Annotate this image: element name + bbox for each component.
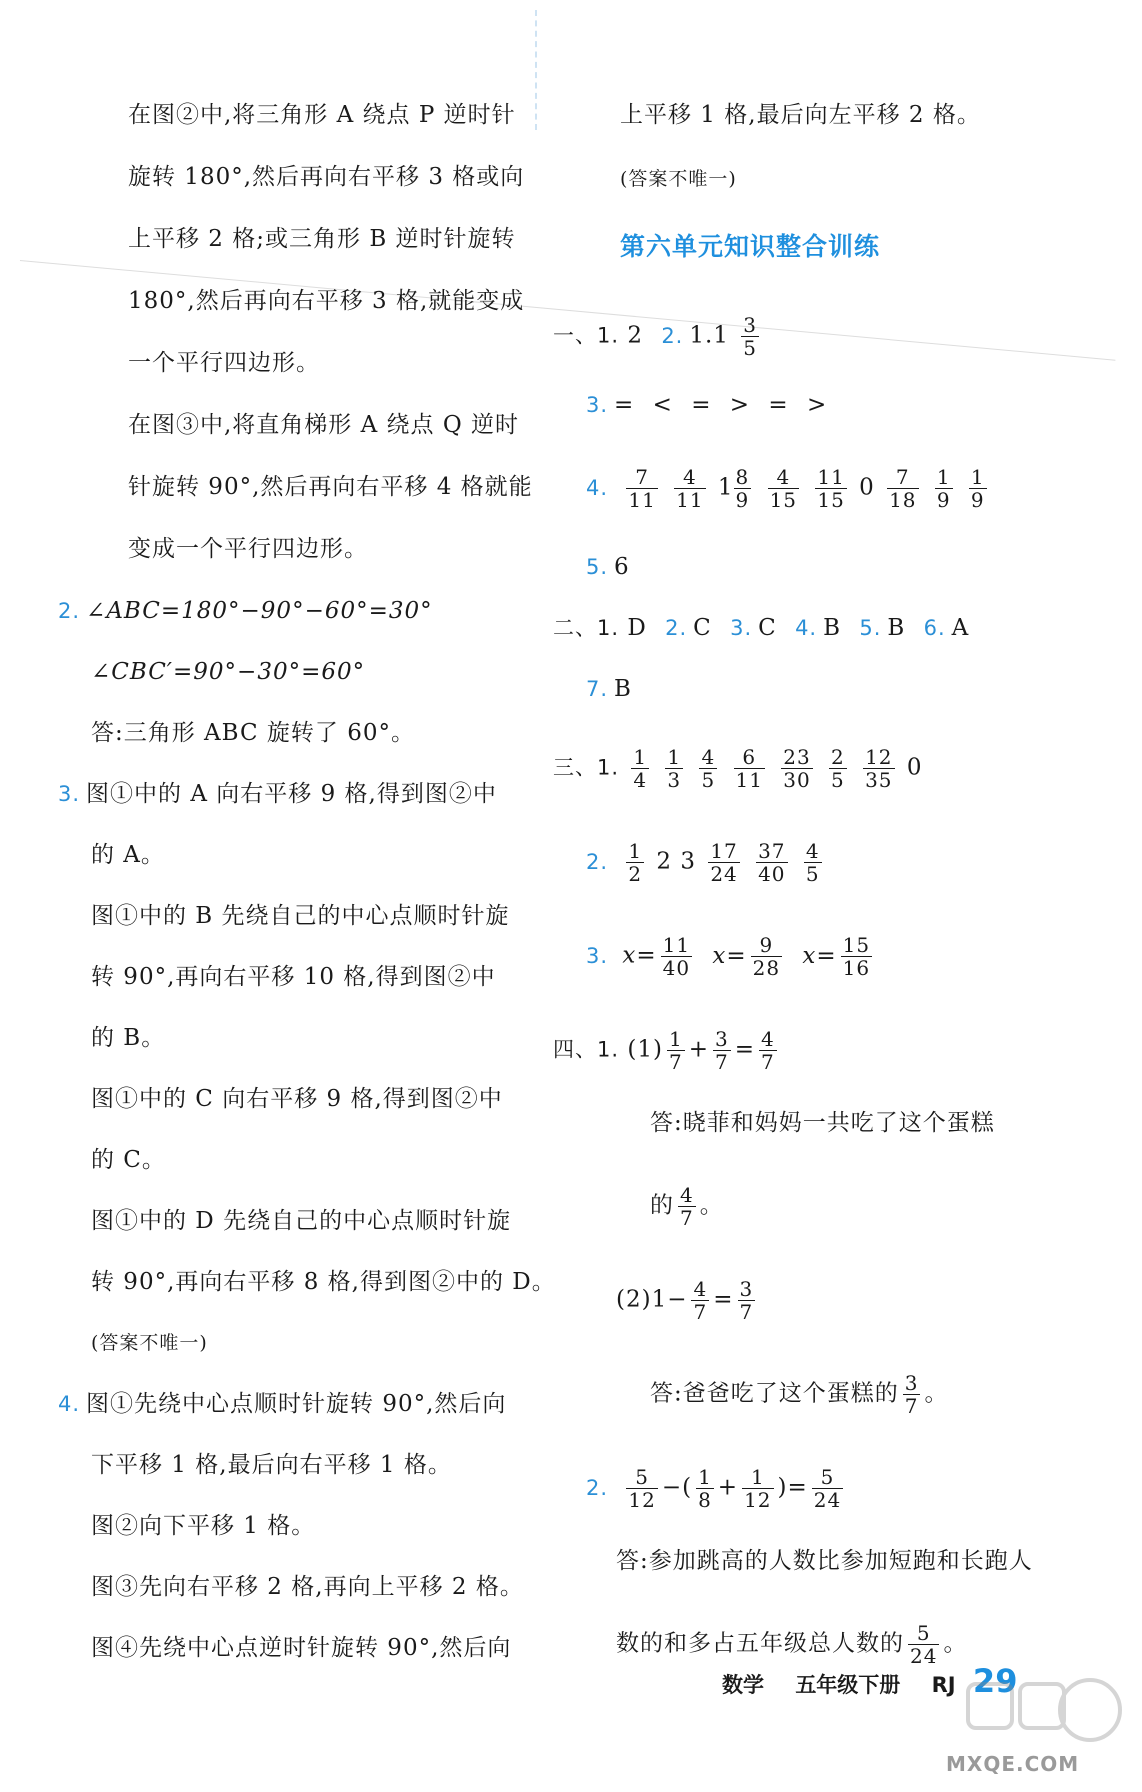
section-title: 第六单元知识整合训练	[619, 232, 880, 261]
part-3-row-3: 3. x= $\frac{11}{40}$ x= $\frac{9}{28}$ x= $\frac{15}{16}$	[586, 933, 871, 980]
fraction: $\frac{6}{11}$	[735, 745, 763, 792]
left-text: 图③先向右平移 2 格,再向上平移 2 格。	[91, 1574, 524, 1600]
left-text: 图①中的 C 向右平移 9 格,得到图②中	[91, 1086, 503, 1112]
question-4: 4. 图①先绕中心点顺时针旋转 90°,然后向	[58, 1391, 507, 1417]
answer-line: 数的和多占五年级总人数的 $\frac{5}{24}$ 。	[616, 1621, 968, 1668]
left-text: 图②向下平移 1 格。	[91, 1513, 316, 1539]
left-line-5: 一个平行四边形。	[128, 350, 320, 376]
answer-line: 答:三角形 ABC 旋转了 60°。	[91, 720, 415, 746]
fraction: $\frac{15}{16}$	[842, 933, 871, 980]
part-3-row-2: 2. $\frac{1}{2}$ 2 3 $\frac{17}{24}$ $\frac{37}{40}$ $\frac{4}{5}$	[586, 839, 820, 886]
part-1-row-1: 一、1. 2 2. 1.1 $\frac{3}{5}$	[553, 313, 757, 360]
answer-line: 答:参加跳高的人数比参加短跑和长跑人	[616, 1548, 1033, 1574]
part-2-row-2: 7. B	[586, 676, 632, 702]
left-text: 下平移 1 格,最后向右平移 1 格。	[91, 1452, 452, 1478]
footer-grade: 五年级下册	[795, 1673, 901, 1697]
part-1-row-3: 3. = < = > = >	[586, 392, 833, 418]
fraction: $\frac{12}{35}$	[865, 745, 893, 792]
left-line-8: 变成一个平行四边形。	[128, 536, 368, 562]
question-number: 4.	[58, 1392, 81, 1416]
left-text: 转 90°,再向右平移 10 格,得到图②中	[91, 964, 496, 990]
fraction: $\frac{11}{40}$	[662, 933, 691, 980]
fraction: $\frac{1}{8}$	[698, 1465, 712, 1512]
question-2	[58, 594, 433, 628]
fraction: $\frac{3}{7}$	[739, 1277, 754, 1324]
question-3: 3. 图①中的 A 向右平移 9 格,得到图②中	[58, 781, 497, 807]
right-continuation: 上平移 1 格,最后向左平移 2 格。	[620, 102, 981, 128]
fraction: $\frac{23}{30}$	[783, 745, 811, 792]
part-1-row-4: 4. $\frac{7}{11}$ $\frac{4}{11}$ 1 $\frac{8}{9}$ $\frac{4}{15}$ $\frac{11}{15}$ 0 $\frac{7}{18}$ $\frac{1}{9}$ $\frac{1}{9}$	[586, 465, 985, 512]
left-line-7: 针旋转 90°,然后再向右平移 4 格就能	[128, 474, 533, 500]
angle-cbc: ∠CBC′=90°−30°=60°	[91, 659, 366, 685]
column-divider	[535, 10, 537, 130]
fraction: $\frac{4}{5}$	[805, 839, 820, 886]
fraction: $\frac{1}{12}$	[744, 1465, 772, 1512]
left-line-4: 180°,然后再向右平移 3 格,就能变成	[128, 288, 525, 314]
answer-line: 答:晓菲和妈妈一共吃了这个蛋糕	[650, 1110, 995, 1136]
fraction: $\frac{11}{15}$	[817, 465, 845, 512]
fraction: $\frac{3}{5}$	[743, 313, 757, 360]
answer-note: (答案不唯一)	[620, 168, 737, 190]
fraction: $\frac{8}{9}$	[735, 465, 750, 512]
fraction: $\frac{4}{7}$	[680, 1183, 694, 1230]
fraction: $\frac{37}{40}$	[758, 839, 786, 886]
part-4-row-1: 四、1. (1) $\frac{1}{7}$ + $\frac{3}{7}$ = $\frac{4}{7}$	[553, 1027, 775, 1074]
angle-abc: ∠ABC=180°−90°−60°=30°	[86, 598, 433, 624]
left-text: 图④先绕中心点逆时针旋转 90°,然后向	[91, 1635, 512, 1661]
fraction: $\frac{9}{28}$	[752, 933, 781, 980]
fraction: $\frac{7}{11}$	[628, 465, 656, 512]
fraction: $\frac{1}{9}$	[970, 465, 985, 512]
fraction: $\frac{1}{9}$	[936, 465, 951, 512]
left-text: 图①中的 D 先绕自己的中心点顺时针旋	[91, 1208, 512, 1234]
fraction: $\frac{1}{4}$	[633, 745, 648, 792]
question-number: 2.	[58, 599, 81, 623]
fraction: $\frac{4}{7}$	[760, 1027, 775, 1074]
answer-line: 的 $\frac{4}{7}$ 。	[650, 1183, 724, 1230]
fraction: $\frac{3}{7}$	[904, 1371, 919, 1418]
part-4-row-2: (2)1− $\frac{4}{7}$ = $\frac{3}{7}$	[616, 1277, 754, 1324]
fraction: $\frac{4}{15}$	[769, 465, 798, 512]
footer-subject: 数学	[722, 1673, 764, 1697]
fraction: $\frac{7}{18}$	[889, 465, 917, 512]
fraction: $\frac{3}{7}$	[714, 1027, 729, 1074]
fraction: $\frac{2}{5}$	[831, 745, 845, 792]
left-text: 转 90°,再向右平移 8 格,得到图②中的 D。	[91, 1269, 556, 1295]
watermark-text: MXQE.COM	[946, 1752, 1080, 1776]
left-line-2: 旋转 180°,然后再向右平移 3 格或向	[128, 164, 525, 190]
left-text: 的 B。	[91, 1025, 166, 1051]
part-4-row-3: 2. $\frac{5}{12}$ −( $\frac{1}{8}$ + $\frac{1}{12}$ )= $\frac{5}{24}$	[586, 1465, 842, 1512]
fraction: $\frac{4}{11}$	[676, 465, 704, 512]
left-line-3: 上平移 2 格;或三角形 B 逆时针旋转	[128, 226, 516, 252]
fraction: $\frac{5}{12}$	[628, 1465, 656, 1512]
question-number: 3.	[58, 782, 81, 806]
fraction: $\frac{5}{24}$	[910, 1621, 938, 1668]
fraction: $\frac{4}{5}$	[701, 745, 716, 792]
fraction: $\frac{17}{24}$	[710, 839, 738, 886]
left-line-6: 在图③中,将直角梯形 A 绕点 Q 逆时	[128, 412, 520, 438]
left-text: 的 A。	[91, 842, 165, 868]
footer-edition: RJ	[931, 1673, 956, 1697]
part-1-row-5: 5. 6	[586, 554, 630, 580]
fraction: $\frac{1}{2}$	[628, 839, 643, 886]
left-text: 图①中的 B 先绕自己的中心点顺时针旋	[91, 903, 510, 929]
part-2-row-1: 二、1. D 2. C 3. C 4. B 5. B 6. A	[553, 615, 970, 641]
left-line-1: 在图②中,将三角形 A 绕点 P 逆时针	[128, 102, 516, 128]
fraction: $\frac{1}{7}$	[668, 1027, 683, 1074]
fraction: $\frac{5}{24}$	[813, 1465, 842, 1512]
part-3-row-1: 三、1. $\frac{1}{4}$ $\frac{1}{3}$ $\frac{4}{5}$ $\frac{6}{11}$ $\frac{23}{30}$ $\frac{2}{5}$ $\frac{12}{35}$ 0	[553, 745, 923, 792]
left-text: 的 C。	[91, 1147, 166, 1173]
fraction: $\frac{4}{7}$	[693, 1277, 708, 1324]
answer-line: 答:爸爸吃了这个蛋糕的 $\frac{3}{7}$ 。	[650, 1371, 949, 1418]
fraction: $\frac{1}{3}$	[667, 745, 682, 792]
page-number: 29	[972, 1662, 1018, 1700]
answer-note: (答案不唯一)	[91, 1332, 208, 1354]
